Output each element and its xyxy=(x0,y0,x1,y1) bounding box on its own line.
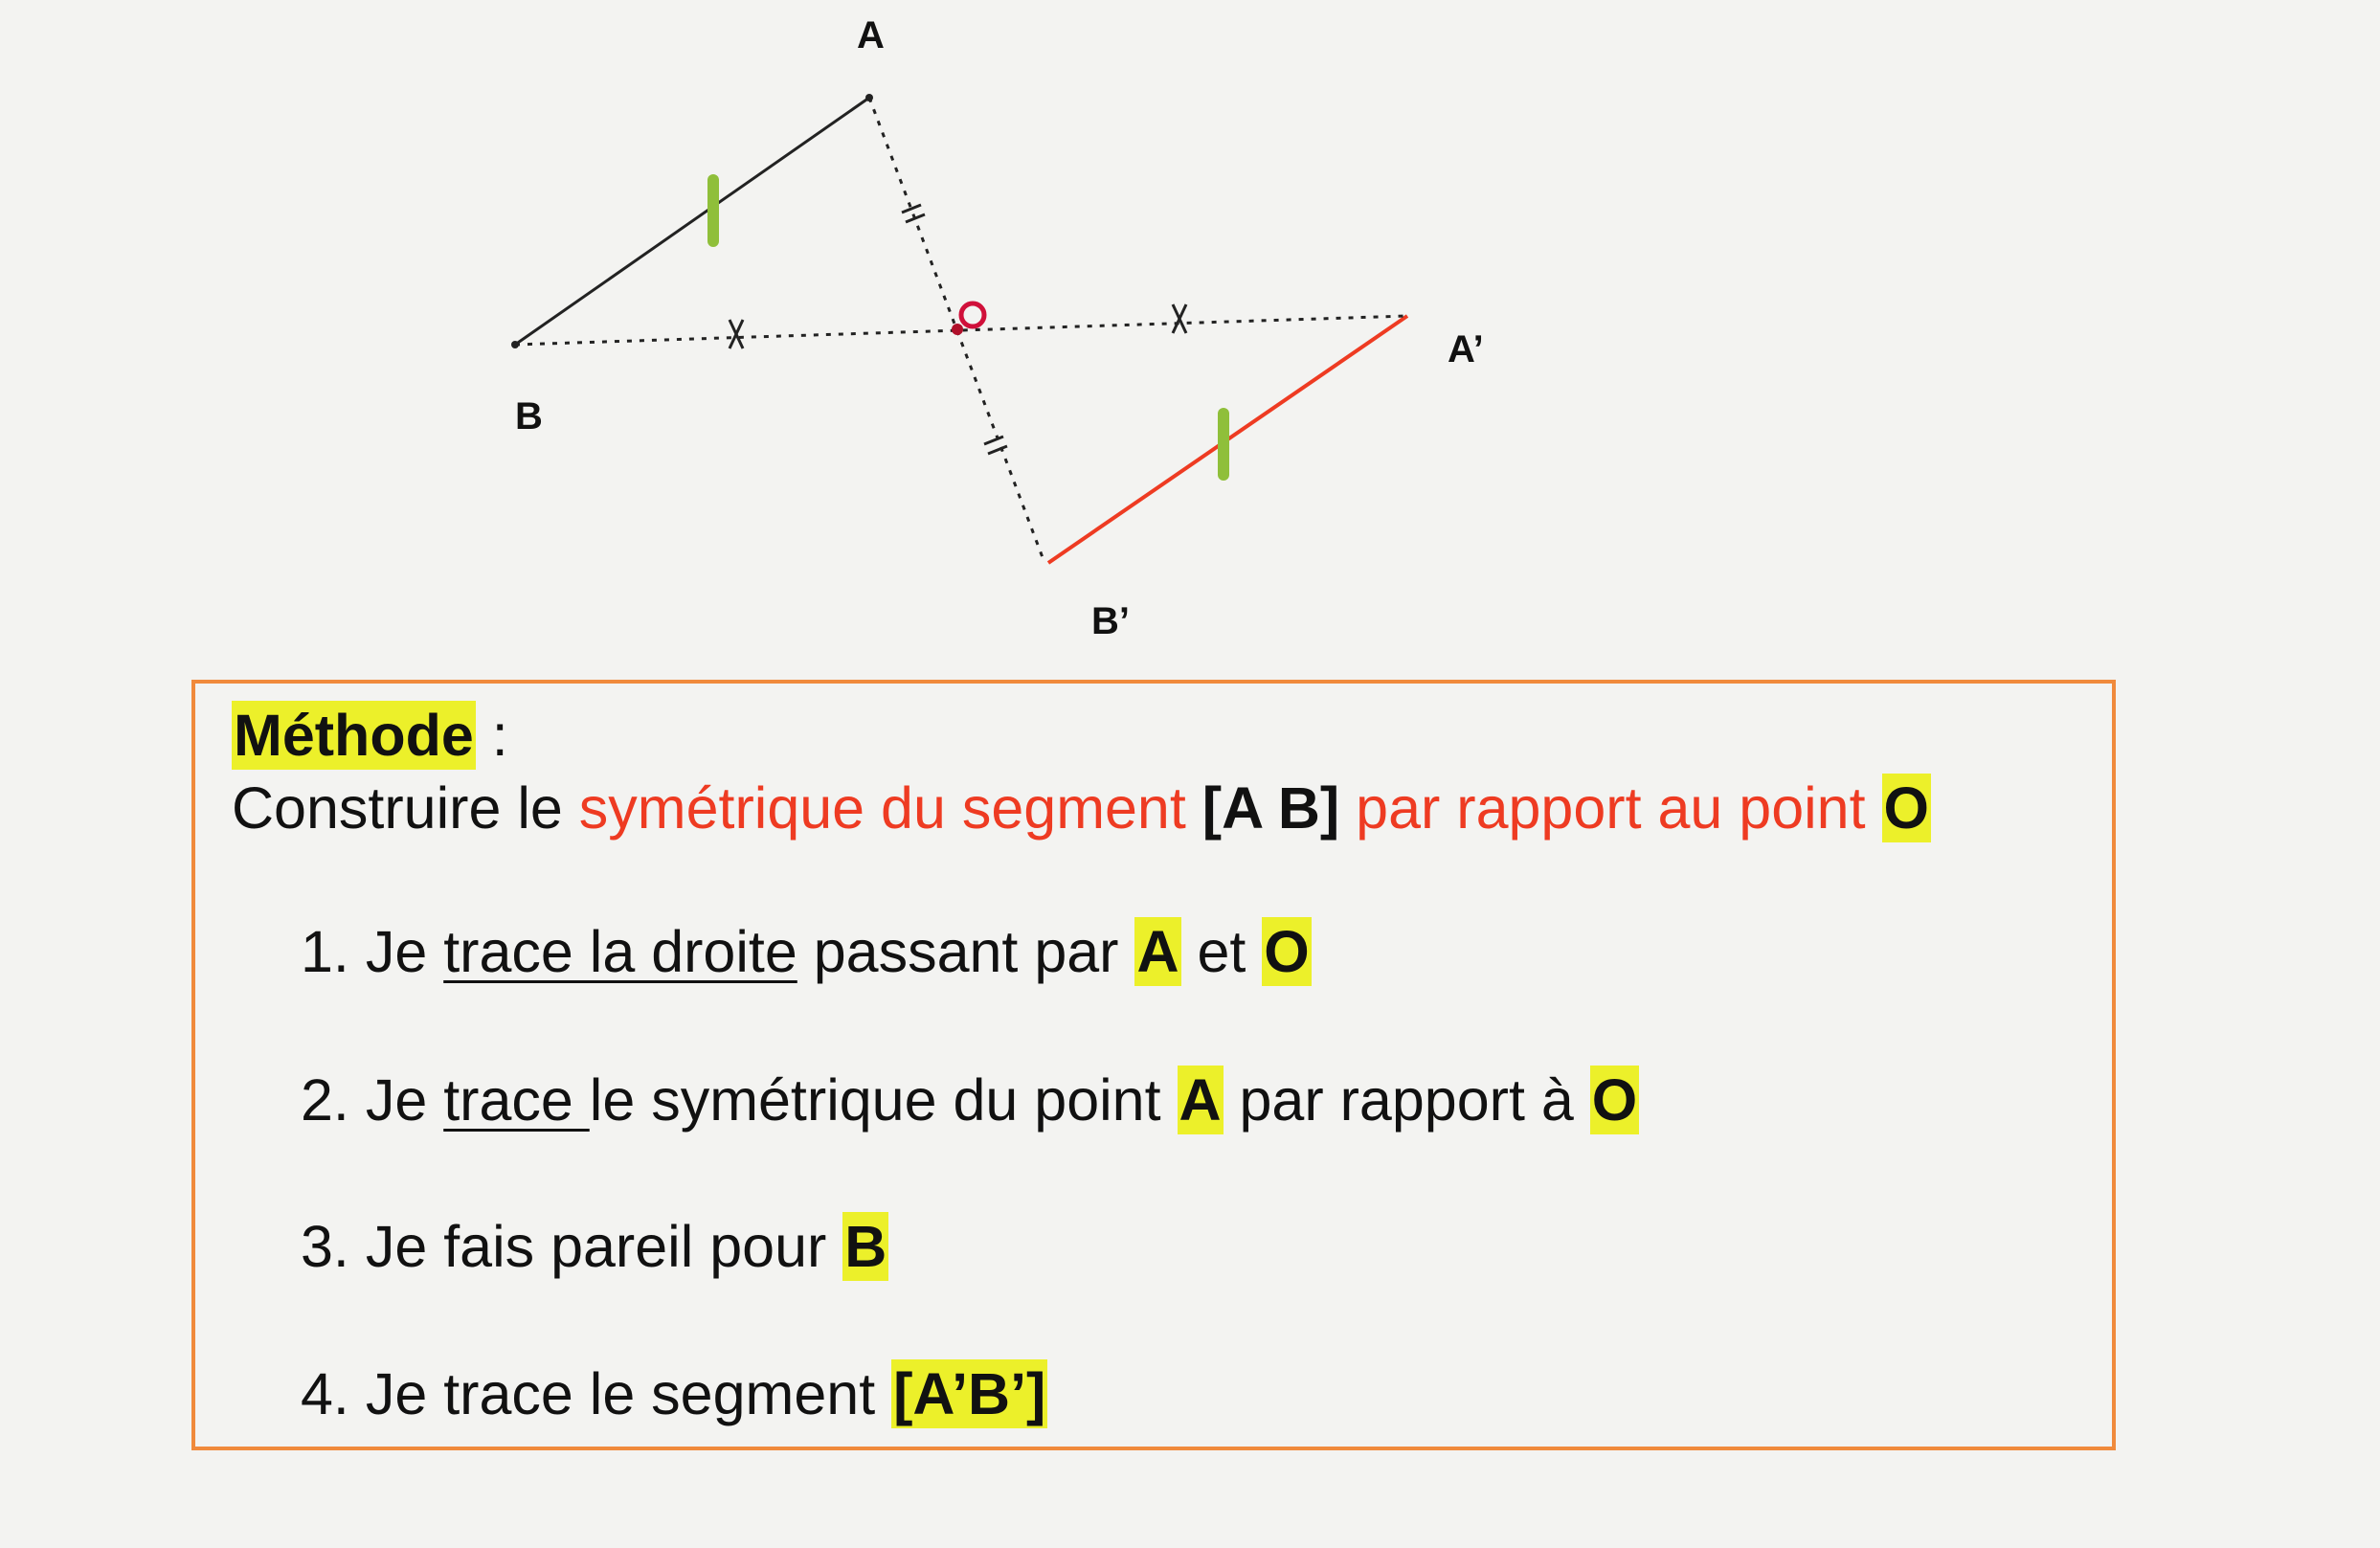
vertex-b xyxy=(511,341,519,348)
step-highlight-1: B xyxy=(844,1214,887,1279)
cross-mark-bo xyxy=(730,320,743,348)
vertex-a xyxy=(865,94,873,101)
intro-red-2: par rapport au point xyxy=(1356,775,1866,841)
intro-red-1: symétrique du segment xyxy=(578,775,1186,841)
step-text: Je xyxy=(365,919,444,984)
step-highlight-1: A xyxy=(1179,1067,1222,1133)
step-number: 1. xyxy=(301,919,349,984)
step-2 xyxy=(301,1067,1639,1133)
center-point-dot xyxy=(952,324,963,335)
step-text-mid: passant par xyxy=(797,919,1135,984)
tick-mark-ao xyxy=(902,205,925,222)
label-a: A xyxy=(857,14,885,56)
step-text-and: et xyxy=(1180,919,1263,984)
step-underlined: trace la droite xyxy=(443,919,797,984)
step-1 xyxy=(301,919,1312,984)
step-highlight-1: A xyxy=(1136,919,1179,984)
step-3 xyxy=(301,1214,888,1279)
cross-mark-oa-prime xyxy=(1173,304,1186,333)
symmetry-figure xyxy=(0,0,2380,680)
method-box xyxy=(191,680,2116,1450)
step-text: Je trace le segment xyxy=(365,1361,892,1426)
step-text: Je xyxy=(365,1067,444,1133)
method-title-colon: : xyxy=(475,703,508,768)
method-intro xyxy=(232,775,1931,841)
tick-mark-ob-prime xyxy=(984,437,1007,454)
step-text-mid: le symétrique du point xyxy=(589,1067,1178,1133)
step-highlight-2: O xyxy=(1264,919,1310,984)
method-title-line xyxy=(232,703,508,768)
step-text: Je fais pareil pour xyxy=(365,1214,843,1279)
step-number: 2. xyxy=(301,1067,349,1133)
step-number: 4. xyxy=(301,1361,349,1426)
step-number: 3. xyxy=(301,1214,349,1279)
intro-point: O xyxy=(1883,775,1929,841)
label-b: B xyxy=(515,395,543,437)
step-text-and: par rapport à xyxy=(1223,1067,1590,1133)
label-b-prime: B’ xyxy=(1091,600,1130,642)
step-4 xyxy=(301,1361,1047,1426)
method-title: Méthode xyxy=(234,703,474,768)
label-a-prime: A’ xyxy=(1448,328,1484,370)
segment-ab xyxy=(515,98,869,345)
center-point-o xyxy=(961,303,984,326)
intro-segment: [A B] xyxy=(1201,775,1340,841)
step-highlight-1: [A’B’] xyxy=(893,1361,1046,1426)
step-highlight-2: O xyxy=(1591,1067,1638,1133)
intro-prefix: Construire le xyxy=(232,775,579,841)
step-underlined: trace xyxy=(443,1067,590,1133)
